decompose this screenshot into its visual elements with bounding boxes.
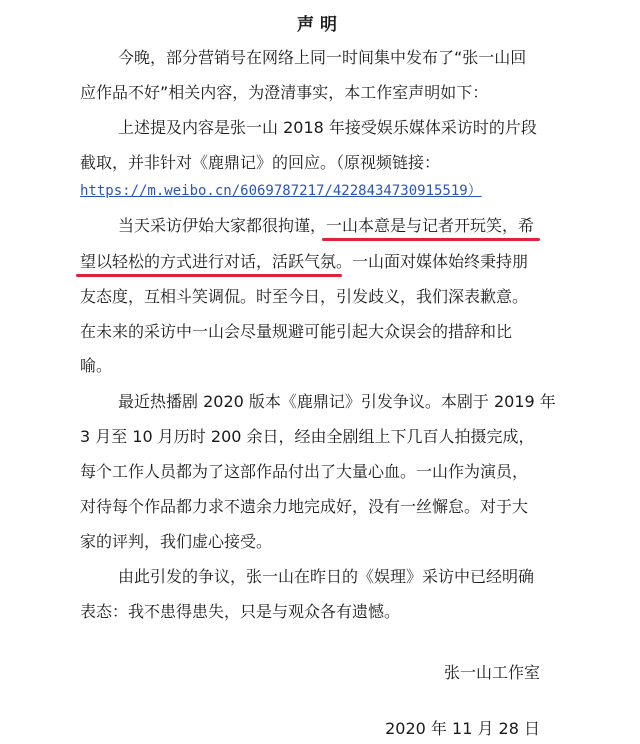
highlighted-text-1: 一山本意是与记者开玩笑，希 — [326, 216, 535, 235]
paragraph-3-line-4: 在未来的采访中一山会尽量规避可能引起大众误会的措辞和比 — [80, 322, 513, 341]
video-link[interactable]: https://m.weibo.cn/6069787217/4228434730915519） — [80, 183, 482, 199]
paragraph-2-line-1: 上述提及内容是张一山 2018 年接受娱乐媒体采访时的片段 — [118, 118, 537, 137]
paragraph-3-line-5: 喻。 — [80, 356, 113, 375]
paragraph-4-line-2: 3 月至 10 月历时 200 余日，经由全剧组上下几百人拍摄完成， — [80, 427, 535, 446]
paragraph-1-line-1: 今晚，部分营销号在网络上同一时间集中发布了“张一山回 — [118, 48, 527, 67]
paragraph-4-line-5: 家的评判，我们虚心接受。 — [80, 532, 273, 551]
paragraph-3-line-3: 友态度，互相斗笑调侃。时至今日，引发歧义，我们深表歉意。 — [80, 287, 529, 306]
signature: 张一山工作室 — [443, 663, 540, 682]
paragraph-4-line-1: 最近热播剧 2020 版本《鹿鼎记》引发争议。本剧于 2019 年 — [118, 392, 556, 411]
date: 2020 年 11 月 28 日 — [385, 719, 540, 738]
paragraph-4-line-4: 对待每个作品都力求不遗余力地完成好，没有一丝懈怠。对于大 — [80, 497, 529, 516]
paragraph-2-line-3 — [80, 180, 482, 201]
paragraph-2-line-2: 截取，并非针对《鹿鼎记》的回应。（原视频链接： — [80, 153, 441, 172]
paragraph-5-line-1: 由此引发的争议，张一山在昨日的《娱理》采访中已经明确 — [118, 567, 535, 586]
highlighted-text-2: 望以轻松的方式进行对话，活跃气氛 — [80, 252, 337, 271]
paragraph-1-line-2: 应作品不好”相关内容，为澄清事实，本工作室声明如下： — [80, 83, 489, 102]
paragraph-3-line-1-text: 当天采访伊始大家都很拘谨， — [118, 216, 327, 235]
paragraph-3-line-2-text: 。一山面对媒体始终秉持朋 — [336, 252, 529, 271]
paragraph-4-line-3: 每个工作人员都为了这部作品付出了大量心血。一山作为演员， — [80, 462, 529, 481]
paragraph-5-line-2: 表态：我不患得患失，只是与观众各有遗憾。 — [80, 602, 401, 621]
paragraph-3-line-2 — [80, 252, 528, 272]
paragraph-3-line-1 — [118, 216, 534, 236]
document-title: 声明 — [297, 15, 343, 35]
